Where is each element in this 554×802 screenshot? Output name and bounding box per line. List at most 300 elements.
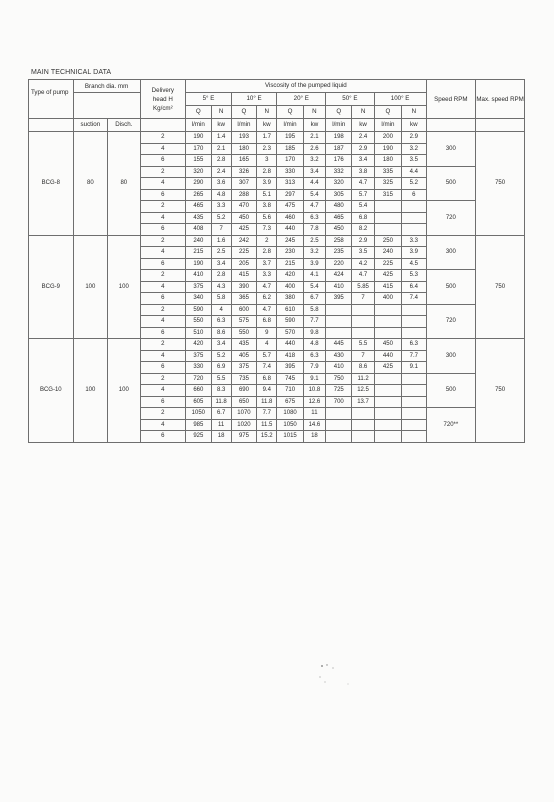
n-value-cell: 8.3 (211, 385, 231, 397)
n-value-cell: 5.2 (402, 178, 426, 190)
n-value-cell: 2.5 (211, 247, 231, 259)
n-value-cell: 2.9 (402, 132, 426, 144)
speed-rpm-cell: 720 (426, 304, 476, 339)
q-value-cell: 410 (326, 281, 352, 293)
q-value-cell: 408 (186, 224, 211, 236)
type-of-pump-header (29, 80, 74, 106)
q-value-cell (326, 304, 352, 316)
q-unit-2: l/min (277, 119, 303, 132)
speed-spacer (426, 119, 476, 132)
delivery-head-spacer (140, 119, 186, 132)
q-value-cell: 190 (186, 132, 211, 144)
n-value-cell: 2.5 (303, 235, 325, 247)
max-speed-spacer (476, 119, 525, 132)
q-value-cell: 193 (231, 132, 256, 144)
q-header-2: Q (277, 106, 303, 119)
n-value-cell (402, 385, 426, 397)
n-value-cell: 2 (257, 235, 277, 247)
q-value-cell (374, 304, 401, 316)
pump-disch: 100 (108, 235, 140, 339)
n-value-cell: 2.8 (211, 270, 231, 282)
q-value-cell: 190 (186, 258, 211, 270)
n-value-cell: 4 (211, 304, 231, 316)
q-value-cell: 165 (231, 155, 256, 167)
q-header-3: Q (326, 106, 352, 119)
n-value-cell: 7.4 (402, 293, 426, 305)
n-value-cell: 4.8 (211, 189, 231, 201)
n-value-cell: 5.2 (211, 350, 231, 362)
delivery-head-cell: 6 (140, 396, 186, 408)
q-unit-4: l/min (374, 119, 401, 132)
q-value-cell: 660 (186, 385, 211, 397)
n-value-cell: 7.7 (402, 350, 426, 362)
n-value-cell (402, 316, 426, 328)
q-value-cell: 240 (186, 235, 211, 247)
n-value-cell: 3.9 (257, 178, 277, 190)
viscosity-grade-100: 100° E (374, 93, 426, 106)
q-header-1: Q (231, 106, 256, 119)
branch-dia-header: Branch dia. mm (73, 80, 140, 93)
n-value-cell: 5.7 (257, 350, 277, 362)
n-value-cell: 2.8 (257, 166, 277, 178)
q-value-cell: 470 (231, 201, 256, 213)
q-value-cell: 550 (231, 327, 256, 339)
q-value-cell: 720 (186, 373, 211, 385)
delivery-head-cell: 2 (140, 166, 186, 178)
delivery-head-cell: 2 (140, 304, 186, 316)
q-value-cell: 750 (326, 373, 352, 385)
n-value-cell (402, 431, 426, 443)
q-value-cell: 230 (277, 247, 303, 259)
q-value-cell: 725 (326, 385, 352, 397)
q-value-cell: 375 (186, 350, 211, 362)
n-header-1: N (257, 106, 277, 119)
q-value-cell: 570 (277, 327, 303, 339)
n-value-cell: 9.1 (303, 373, 325, 385)
q-value-cell: 440 (277, 224, 303, 236)
q-value-cell: 380 (277, 293, 303, 305)
n-value-cell: 1.7 (257, 132, 277, 144)
q-value-cell: 424 (326, 270, 352, 282)
n-value-cell: 12.6 (303, 396, 325, 408)
n-value-cell: 6.2 (257, 293, 277, 305)
q-value-cell: 313 (277, 178, 303, 190)
n-header-2: N (303, 106, 325, 119)
n-value-cell: 6.3 (303, 212, 325, 224)
q-value-cell (374, 373, 401, 385)
n-value-cell: 9.1 (402, 362, 426, 374)
q-value-cell: 290 (186, 178, 211, 190)
delivery-head-cell: 2 (140, 270, 186, 282)
q-value-cell: 330 (186, 362, 211, 374)
n-value-cell: 6 (402, 189, 426, 201)
delivery-head-cell: 6 (140, 293, 186, 305)
n-value-cell (402, 224, 426, 236)
n-value-cell: 5.2 (211, 212, 231, 224)
n-value-cell: 5.5 (211, 373, 231, 385)
n-value-cell: 7 (352, 293, 374, 305)
max-speed-cell: 750 (476, 235, 525, 339)
q-value-cell: 250 (374, 235, 401, 247)
delivery-head-cell: 2 (140, 201, 186, 213)
document-title: MAIN TECHNICAL DATA (31, 69, 112, 76)
n-value-cell: 4.4 (402, 166, 426, 178)
speed-rpm-cell: 300 (426, 235, 476, 270)
q-value-cell: 435 (186, 212, 211, 224)
delivery-head-cell: 2 (140, 373, 186, 385)
q-value-cell: 1050 (186, 408, 211, 420)
n-value-cell (352, 316, 374, 328)
n-value-cell: 3 (257, 155, 277, 167)
delivery-head-line3: Kg/cm² (153, 104, 173, 112)
max-speed-cell: 750 (476, 132, 525, 236)
pump-type: BCG-10 (29, 339, 74, 443)
delivery-head-line1: Delivery (151, 86, 175, 94)
speed-rpm-cell: 300 (426, 339, 476, 374)
speed-rpm-header: Speed RPM (426, 80, 476, 119)
q-value-cell: 190 (374, 143, 401, 155)
q-value-cell: 430 (326, 350, 352, 362)
n-unit-1: kw (257, 119, 277, 132)
n-value-cell: 9.8 (303, 327, 325, 339)
n-value-cell: 1.4 (211, 132, 231, 144)
q-value-cell: 205 (231, 258, 256, 270)
q-value-cell: 600 (231, 304, 256, 316)
speed-rpm-cell: 300 (426, 132, 476, 167)
n-value-cell: 4.7 (303, 201, 325, 213)
n-value-cell: 3.4 (303, 166, 325, 178)
scan-speck-marks (318, 662, 358, 686)
delivery-head-cell: 4 (140, 143, 186, 155)
n-value-cell: 2.4 (211, 166, 231, 178)
n-header-3: N (352, 106, 374, 119)
viscosity-grade-10: 10° E (231, 93, 277, 106)
n-value-cell: 11.8 (257, 396, 277, 408)
q-value-cell: 435 (231, 339, 256, 351)
n-value-cell (352, 408, 374, 420)
q-value-cell: 985 (186, 419, 211, 431)
delivery-head-cell: 4 (140, 212, 186, 224)
pump-suction: 100 (73, 235, 107, 339)
n-value-cell: 3.2 (303, 247, 325, 259)
q-value-cell: 332 (326, 166, 352, 178)
speed-rpm-cell: 500 (426, 373, 476, 408)
q-value-cell: 575 (231, 316, 256, 328)
q-value-cell: 475 (277, 201, 303, 213)
n-value-cell (352, 419, 374, 431)
n-value-cell: 5.4 (303, 189, 325, 201)
n-value-cell: 3.8 (257, 201, 277, 213)
type-of-pump-spacer-2 (29, 119, 74, 132)
q-value-cell: 1050 (277, 419, 303, 431)
n-value-cell: 8.6 (211, 327, 231, 339)
n-value-cell: 6.3 (402, 339, 426, 351)
q-value-cell: 220 (326, 258, 352, 270)
q-value-cell: 225 (374, 258, 401, 270)
delivery-head-cell: 4 (140, 419, 186, 431)
n-value-cell (352, 304, 374, 316)
n-value-cell: 13.7 (352, 396, 374, 408)
q-value-cell: 1080 (277, 408, 303, 420)
q-value-cell (326, 431, 352, 443)
n-value-cell (402, 396, 426, 408)
q-value-cell: 605 (186, 396, 211, 408)
q-value-cell: 170 (277, 155, 303, 167)
n-value-cell: 2.8 (257, 247, 277, 259)
n-unit-4: kw (402, 119, 426, 132)
delivery-head-cell: 2 (140, 235, 186, 247)
q-value-cell (374, 408, 401, 420)
n-value-cell (402, 304, 426, 316)
n-value-cell: 6.8 (257, 373, 277, 385)
q-header-4: Q (374, 106, 401, 119)
n-value-cell: 3.6 (211, 178, 231, 190)
q-value-cell: 465 (326, 212, 352, 224)
n-value-cell: 6.9 (211, 362, 231, 374)
viscosity-grade-50: 50° E (326, 93, 375, 106)
q-value-cell: 365 (231, 293, 256, 305)
q-value-cell: 307 (231, 178, 256, 190)
q-value-cell: 465 (186, 201, 211, 213)
q-value-cell: 510 (186, 327, 211, 339)
n-value-cell: 7 (352, 350, 374, 362)
n-value-cell: 3.5 (352, 247, 374, 259)
delivery-head-cell: 4 (140, 385, 186, 397)
n-value-cell: 4.1 (303, 270, 325, 282)
q-value-cell: 700 (326, 396, 352, 408)
n-value-cell: 12.5 (352, 385, 374, 397)
n-value-cell: 2.9 (352, 143, 374, 155)
n-value-cell: 2.9 (352, 235, 374, 247)
n-value-cell: 5.4 (352, 201, 374, 213)
q-value-cell: 242 (231, 235, 256, 247)
q-value-cell: 325 (374, 178, 401, 190)
n-value-cell: 3.4 (211, 339, 231, 351)
q-value-cell: 425 (374, 362, 401, 374)
q-value-cell: 288 (231, 189, 256, 201)
n-value-cell: 6.7 (303, 293, 325, 305)
q-value-cell: 410 (326, 362, 352, 374)
n-value-cell: 4.7 (257, 281, 277, 293)
pump-disch: 100 (108, 339, 140, 443)
delivery-head-cell: 4 (140, 281, 186, 293)
n-value-cell: 1.6 (211, 235, 231, 247)
q-value-cell: 415 (374, 281, 401, 293)
n-value-cell: 6.3 (211, 316, 231, 328)
n-value-cell: 6.8 (352, 212, 374, 224)
q-value-cell (374, 419, 401, 431)
viscosity-grade-5: 5° E (186, 93, 232, 106)
n-value-cell: 3.3 (257, 270, 277, 282)
n-value-cell: 2.6 (303, 143, 325, 155)
n-value-cell: 15.2 (257, 431, 277, 443)
q-value-cell: 390 (231, 281, 256, 293)
q-value-cell: 450 (374, 339, 401, 351)
delivery-head-cell: 6 (140, 155, 186, 167)
n-value-cell: 5.8 (303, 304, 325, 316)
q-value-cell: 200 (374, 132, 401, 144)
n-value-cell: 7.8 (303, 224, 325, 236)
q-value-cell: 240 (374, 247, 401, 259)
n-value-cell: 2.3 (257, 143, 277, 155)
n-value-cell: 5.3 (402, 270, 426, 282)
q-value-cell: 400 (277, 281, 303, 293)
q-value-cell: 225 (231, 247, 256, 259)
n-value-cell: 3.4 (352, 155, 374, 167)
branch-dia-spacer (73, 93, 140, 119)
viscosity-header: Viscosity of the pumped liquid (186, 80, 426, 93)
n-value-cell: 6.4 (402, 281, 426, 293)
q-value-cell: 405 (231, 350, 256, 362)
n-value-cell (402, 212, 426, 224)
n-value-cell (402, 327, 426, 339)
q-value-cell: 420 (186, 339, 211, 351)
q-value-cell: 735 (231, 373, 256, 385)
n-value-cell: 18 (211, 431, 231, 443)
q-value-cell: 265 (186, 189, 211, 201)
n-value-cell: 11 (303, 408, 325, 420)
q-value-cell: 235 (326, 247, 352, 259)
q-value-cell: 180 (374, 155, 401, 167)
q-value-cell (374, 316, 401, 328)
q-value-cell (374, 431, 401, 443)
n-value-cell: 7.7 (257, 408, 277, 420)
delivery-head-cell: 6 (140, 224, 186, 236)
q-value-cell: 180 (231, 143, 256, 155)
n-value-cell: 5.7 (352, 189, 374, 201)
q-value-cell: 1015 (277, 431, 303, 443)
max-speed-cell: 750 (476, 339, 525, 443)
n-value-cell: 5.4 (303, 281, 325, 293)
n-value-cell: 14.6 (303, 419, 325, 431)
q-value-cell: 176 (326, 155, 352, 167)
n-value-cell: 8.6 (352, 362, 374, 374)
delivery-head-cell: 6 (140, 431, 186, 443)
q-value-cell (326, 316, 352, 328)
n-value-cell: 7.7 (303, 316, 325, 328)
delivery-head-cell: 6 (140, 327, 186, 339)
q-value-cell: 440 (277, 339, 303, 351)
q-unit-0: l/min (186, 119, 211, 132)
n-value-cell: 2.1 (211, 143, 231, 155)
q-value-cell: 675 (277, 396, 303, 408)
n-value-cell: 4.7 (257, 304, 277, 316)
delivery-head-cell: 4 (140, 350, 186, 362)
q-value-cell: 590 (277, 316, 303, 328)
n-value-cell: 3.2 (303, 155, 325, 167)
q-unit-1: l/min (231, 119, 256, 132)
n-value-cell: 11.8 (211, 396, 231, 408)
type-of-pump-spacer (29, 106, 74, 119)
q-value-cell: 440 (374, 350, 401, 362)
q-value-cell: 550 (186, 316, 211, 328)
n-value-cell: 5.8 (211, 293, 231, 305)
q-value-cell: 245 (277, 235, 303, 247)
q-value-cell (326, 419, 352, 431)
q-value-cell: 420 (277, 270, 303, 282)
q-value-cell: 170 (186, 143, 211, 155)
n-value-cell: 4.7 (352, 178, 374, 190)
speed-rpm-cell: 500 (426, 270, 476, 305)
q-value-cell: 195 (277, 132, 303, 144)
q-value-cell: 650 (231, 396, 256, 408)
n-unit-0: kw (211, 119, 231, 132)
n-value-cell: 4 (257, 339, 277, 351)
q-value-cell: 326 (231, 166, 256, 178)
n-value-cell: 3.3 (211, 201, 231, 213)
q-value-cell: 185 (277, 143, 303, 155)
q-value-cell: 335 (374, 166, 401, 178)
delivery-head-cell: 2 (140, 339, 186, 351)
n-value-cell (402, 201, 426, 213)
n-value-cell: 18 (303, 431, 325, 443)
n-header-0: N (211, 106, 231, 119)
n-value-cell: 4.3 (211, 281, 231, 293)
q-value-cell (374, 327, 401, 339)
n-value-cell (402, 408, 426, 420)
q-value-cell (326, 408, 352, 420)
q-value-cell: 375 (231, 362, 256, 374)
q-value-cell (326, 327, 352, 339)
delivery-head-cell: 2 (140, 408, 186, 420)
pump-disch: 80 (108, 132, 140, 236)
n-value-cell: 9.4 (257, 385, 277, 397)
speed-rpm-cell: 720** (426, 408, 476, 443)
max-speed-rpm-header: Max. speed RPM (476, 80, 525, 119)
n-value-cell: 3.9 (402, 247, 426, 259)
q-value-cell: 410 (186, 270, 211, 282)
n-value-cell: 5.5 (352, 339, 374, 351)
q-value-cell: 297 (277, 189, 303, 201)
table-row (29, 235, 525, 247)
n-value-cell: 7.4 (257, 362, 277, 374)
delivery-head-cell: 6 (140, 189, 186, 201)
q-value-cell: 445 (326, 339, 352, 351)
n-value-cell: 4.2 (352, 258, 374, 270)
delivery-head-cell: 4 (140, 247, 186, 259)
n-value-cell: 4.8 (303, 339, 325, 351)
n-value-cell: 6.7 (211, 408, 231, 420)
q-value-cell: 480 (326, 201, 352, 213)
q-value-cell: 198 (326, 132, 352, 144)
n-header-4: N (402, 106, 426, 119)
q-value-cell: 375 (186, 281, 211, 293)
q-value-cell: 330 (277, 166, 303, 178)
delivery-head-cell: 4 (140, 316, 186, 328)
n-value-cell: 11.5 (257, 419, 277, 431)
q-value-cell: 425 (374, 270, 401, 282)
q-value-cell: 975 (231, 431, 256, 443)
table-row (29, 132, 525, 144)
q-value-cell: 215 (277, 258, 303, 270)
delivery-head-cell: 2 (140, 132, 186, 144)
delivery-head-line2: head H (152, 95, 173, 103)
type-of-pump-header-label: Type of pump (31, 88, 69, 96)
pump-suction: 80 (73, 132, 107, 236)
q-value-cell: 460 (277, 212, 303, 224)
n-value-cell: 7.9 (303, 362, 325, 374)
q-value-cell: 395 (277, 362, 303, 374)
q-value-cell: 400 (374, 293, 401, 305)
q-value-cell: 1070 (231, 408, 256, 420)
q-value-cell: 258 (326, 235, 352, 247)
q-value-cell: 1020 (231, 419, 256, 431)
n-value-cell: 3.7 (257, 258, 277, 270)
viscosity-grade-20: 20° E (277, 93, 326, 106)
n-value-cell (352, 327, 374, 339)
q-value-cell: 590 (186, 304, 211, 316)
q-value-cell: 415 (231, 270, 256, 282)
